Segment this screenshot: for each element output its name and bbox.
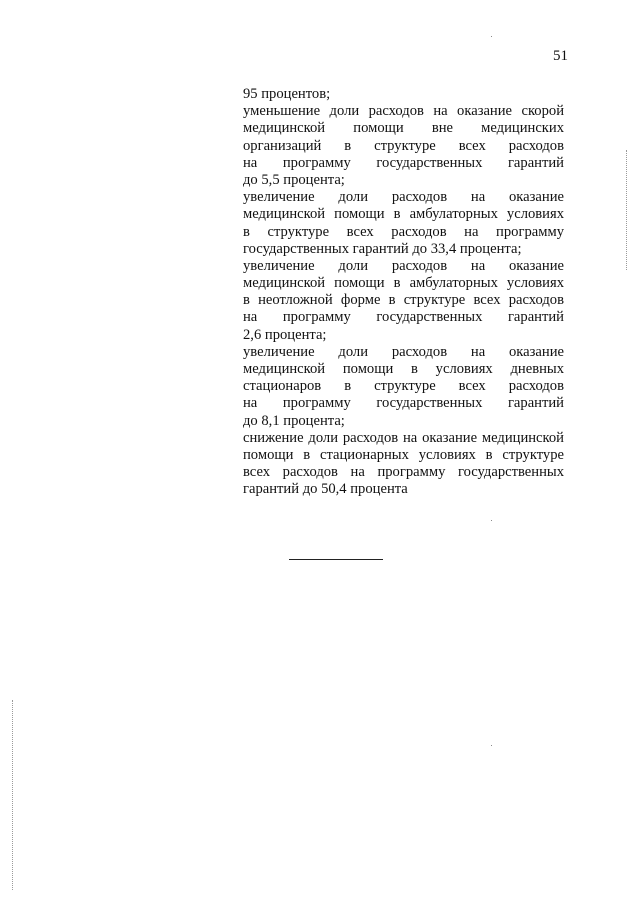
text-line: помощи в стационарных условиях в структуре <box>243 446 564 463</box>
scan-artifact <box>12 700 13 890</box>
end-divider <box>289 559 383 560</box>
text-line: медицинской помощи в условиях дневных <box>243 361 564 377</box>
text-line: 95 процентов; <box>243 86 331 102</box>
text-line: гарантий до 50,4 процента <box>243 481 408 498</box>
text-line: увеличение доли расходов на оказание <box>243 343 564 360</box>
scan-artifact <box>626 150 627 270</box>
text-line: в структуре всех расходов на программу <box>243 223 564 240</box>
text-line: медицинской помощи в амбулаторных условиях <box>243 275 564 292</box>
text-line: организаций в структуре всех расходов <box>243 137 564 154</box>
text-line: на программу государственных гарантий <box>243 154 564 171</box>
scan-artifact <box>491 520 492 521</box>
page-number: 51 <box>553 48 568 64</box>
text-line: уменьшение доли расходов на оказание скорой <box>243 103 564 120</box>
text-line: медицинской помощи вне медицинских <box>243 120 564 137</box>
text-line: стационаров в структуре всех расходов <box>243 378 564 395</box>
text-line: всех расходов на программу государственных <box>243 464 564 481</box>
text-line: 2,6 процента; <box>243 326 327 343</box>
text-line: на программу государственных гарантий <box>243 395 564 412</box>
text-line: увеличение доли расходов на оказание <box>243 257 564 274</box>
text-line: на программу государственных гарантий <box>243 309 564 326</box>
text-line: до 8,1 процента; <box>243 412 345 429</box>
scan-artifact <box>491 745 492 746</box>
text-line: увеличение доли расходов на оказание <box>243 189 564 206</box>
text-line: снижение доли расходов на оказание медицинской <box>243 429 564 446</box>
document-body <box>243 86 564 499</box>
text-line: медицинской помощи в амбулаторных условиях <box>243 206 564 223</box>
text-line: государственных гарантий до 33,4 процента; <box>243 240 522 257</box>
scan-artifact <box>491 36 492 37</box>
text-line: до 5,5 процента; <box>243 171 345 188</box>
text-line: в неотложной форме в структуре всех расходов <box>243 292 564 309</box>
